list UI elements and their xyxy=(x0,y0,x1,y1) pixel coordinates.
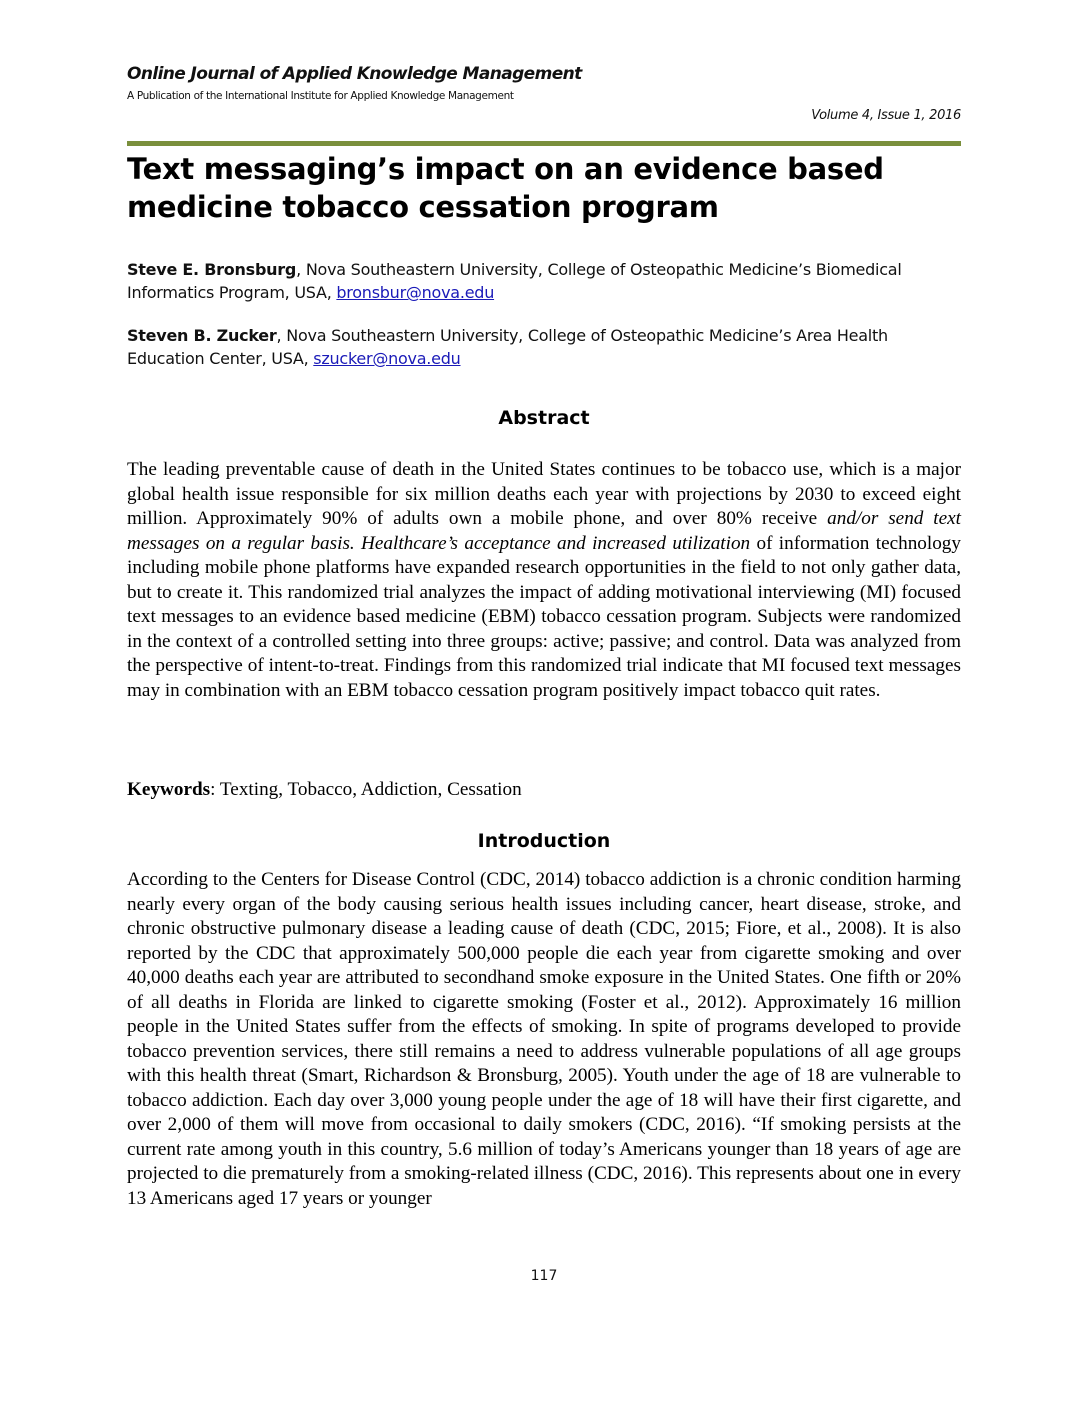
introduction-heading: Introduction xyxy=(477,830,611,852)
abstract-text-italic: and/or send text messages on a regular basis. Healthcare’s acceptance and increased utilization xyxy=(127,508,961,554)
author-block xyxy=(127,258,961,304)
keywords xyxy=(127,779,522,801)
keywords-label: Keywords xyxy=(127,779,211,800)
author-name: Steve E. Bronsburg xyxy=(127,260,297,279)
introduction-text: According to the Centers for Disease Control (CDC, 2014) tobacco addiction is a chronic condition harming nearly every organ of the body causing serious health issues including cancer, heart disease, stroke, and chronic obstructive pulmonary disease a leading cause of death (CDC, 2015; Fiore, et al., 2008). It is also reported by the CDC that approximately 500,000 people die each year from cigarette smoking and over 40,000 deaths each year are attributed to secondhand smoke exposure in the United States. One fifth or 20% of all deaths in Florida are linked to cigarette smoking (Foster et al., 2012). Approximately 16 million people in the United States suffer from the effects of smoking. In spite of programs developed to provide tobacco prevention services, there still remains a need to address vulnerable populations of all age groups with this health threat (Smart, Richardson & Bronsburg, 2005). Youth under the age of 18 are vulnerable to tobacco addiction. Each day over 3,000 young people under the age of 18 will have their first cigarette, and over 2,000 of them will move from occasional to daily smokers (CDC, 2016). “If smoking persists at the current rate among youth in this country, 5.6 million of today’s Americans younger than 18 years of age are projected to die prematurely from a smoking-related illness (CDC, 2016). This represents about one in every 13 Americans aged 17 years or younger xyxy=(127,869,961,1209)
author-email-link[interactable]: bronsbur@nova.edu xyxy=(336,283,495,302)
page-number: 117 xyxy=(530,1268,558,1284)
abstract-text-part: The leading preventable cause of death in the United States continues to be tobacco use, which is a major global health issue responsible for six million deaths each year with projections by 2030 to exceed eight million. Approximately 90% of adults own a mobile phone, and over 80% receive xyxy=(127,459,961,529)
journal-subtitle: A Publication of the International Institute for Applied Knowledge Management xyxy=(127,90,514,102)
author-affiliation: , Nova Southeastern University, College of Osteopathic Medicine’s Biomedical Informatics Program, USA, xyxy=(127,260,902,302)
volume-issue: Volume 4, Issue 1, 2016 xyxy=(811,108,961,123)
author-block xyxy=(127,324,961,370)
abstract-text-part: of information technology including mobile phone platforms have expanded research opportunities in the field to not only gather data, but to create it. This randomized trial analyzes the impact of adding motivational interviewing (MI) focused text messages to an evidence based medicine (EBM) tobacco cessation program. Subjects were randomized in the context of a controlled setting into three groups: active; passive; and control. Data was analyzed from the perspective of intent-to-treat. Findings from this randomized trial indicate that MI focused text messages may in combination with an EBM tobacco cessation program positively impact tobacco quit rates. xyxy=(127,532,961,701)
author-name: Steven B. Zucker xyxy=(127,326,277,345)
journal-title: Online Journal of Applied Knowledge Management xyxy=(127,64,582,84)
author-affiliation: , Nova Southeastern University, College of Osteopathic Medicine’s Area Health Education Center, USA, xyxy=(127,326,888,368)
header-rule xyxy=(127,141,961,146)
abstract-heading: Abstract xyxy=(498,407,590,429)
author-email-link[interactable]: szucker@nova.edu xyxy=(313,349,461,368)
abstract-text xyxy=(127,458,961,703)
paper-title: Text messaging’s impact on an evidence based medicine tobacco cessation program xyxy=(127,152,884,224)
keywords-values: : Texting, Tobacco, Addiction, Cessation xyxy=(210,779,522,800)
